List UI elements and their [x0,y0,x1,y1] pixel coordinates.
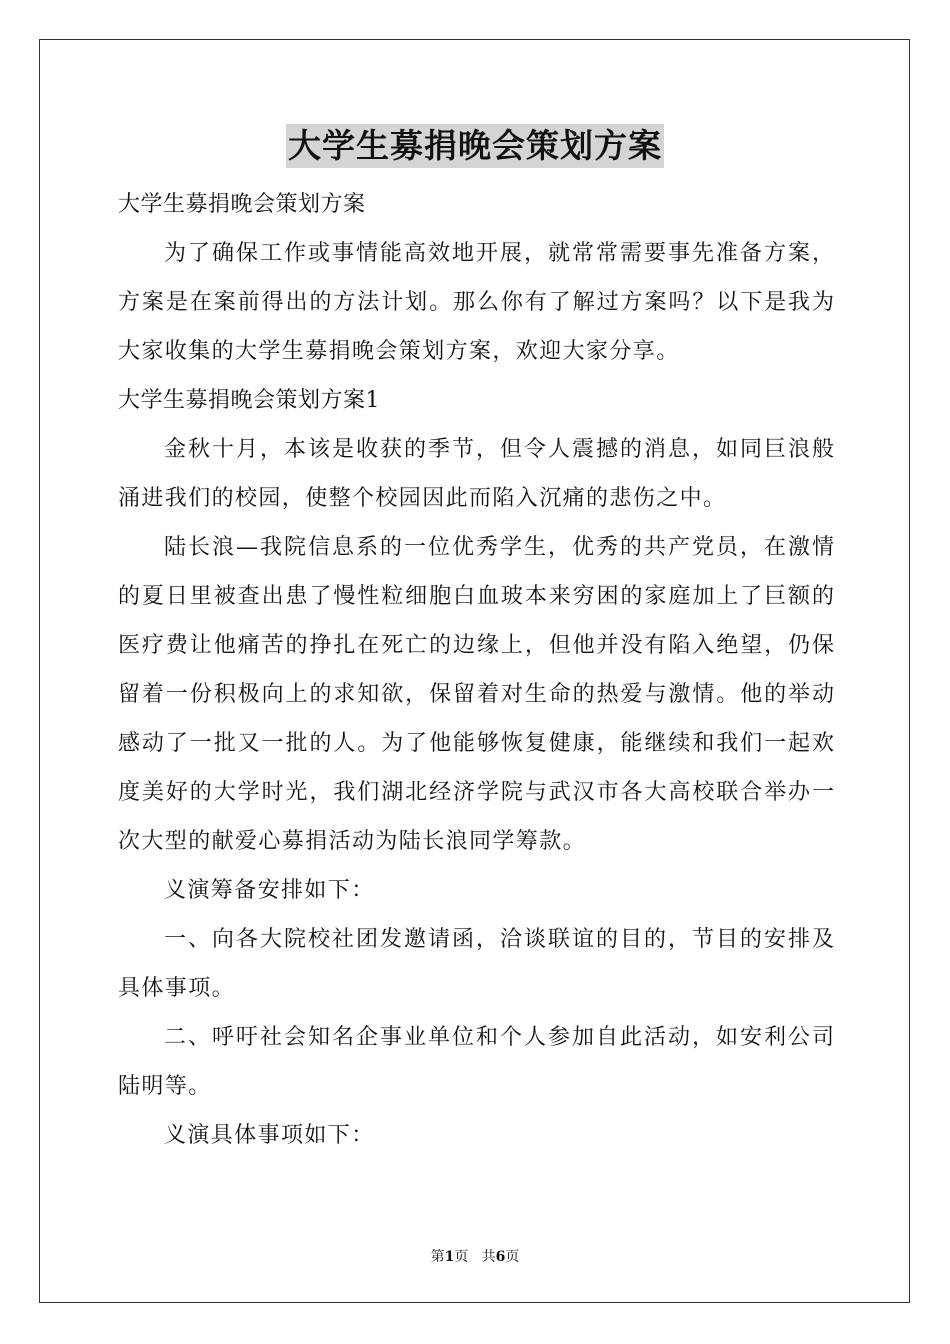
document-body [118,180,834,1160]
text-line: 二、呼吁社会知名企事业单位和个人参加自此活动，如安利公司 [164,1025,834,1050]
text-line: 方案是在案前得出的方法计划。那么你有了解过方案吗？以下是我为 [118,290,834,315]
total-prefix: 共 [481,1249,496,1265]
page-prefix: 第 [430,1249,445,1265]
text-line: 医疗费让他痛苦的挣扎在死亡的边缘上，但他并没有陷入绝望，仍保 [118,633,834,658]
page-suffix: 页 [454,1249,469,1265]
text-line: 感动了一批又一批的人。为了他能够恢复健康，能继续和我们一起欢 [118,731,834,756]
total-suffix: 页 [505,1249,520,1265]
document-title: 大学生募捐晚会策划方案 [286,124,664,168]
page-current: 1 [444,1249,455,1265]
text-line: 涌进我们的校园，使整个校园因此而陷入沉痛的悲伤之中。 [118,486,727,511]
text-line: 金秋十月，本该是收获的季节，但令人震撼的消息，如同巨浪般 [164,437,834,462]
text-line: 具体事项。 [118,976,236,1001]
text-line: 次大型的献爱心募捐活动为陆长浪同学筹款。 [118,829,587,854]
text-line: 留着一份积极向上的求知欲，保留着对生命的热爱与激情。他的举动 [118,682,834,707]
text-line: 大家收集的大学生募捐晚会策划方案，欢迎大家分享。 [118,339,680,364]
title-container [0,124,950,168]
text-line: 为了确保工作或事情能高效地开展，就常常需要事先准备方案， [164,241,834,266]
text-line: 大学生募捐晚会策划方案 [118,192,366,217]
text-line: 陆长浪—我院信息系的一位优秀学生，优秀的共产党员，在激情 [164,535,834,560]
page-total: 6 [495,1249,506,1265]
text-line: 陆明等。 [118,1074,212,1099]
text-line: 的夏日里被查出患了慢性粒细胞白血玻本来穷困的家庭加上了巨额的 [118,584,834,609]
text-line: 义演筹备安排如下： [164,878,375,903]
text-line: 义演具体事项如下： [164,1123,375,1148]
page-footer [0,1248,950,1266]
text-line: 度美好的大学时光，我们湖北经济学院与武汉市各大高校联合举办一 [118,780,834,805]
text-line: 大学生募捐晚会策划方案1 [118,388,380,413]
text-line: 一、向各大院校社团发邀请函，洽谈联谊的目的，节目的安排及 [164,927,834,952]
